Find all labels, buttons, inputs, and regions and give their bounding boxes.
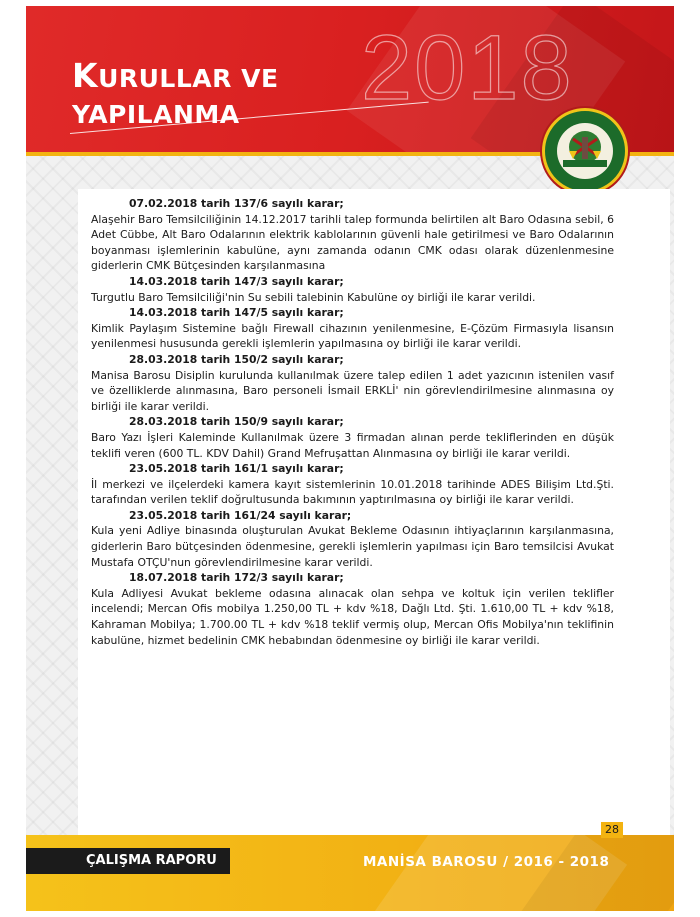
title-line1: URULLAR VE <box>98 64 279 93</box>
decision-text: Kimlik Paylaşım Sistemine bağlı Firewall cihazının yenilenmesine, E-Çözüm Firmasıyla lisansın yenilenmesi hususunda gerekli işlemlerin yapılmasına oy birliği ile karar verildi. <box>91 321 614 351</box>
decision-heading: 18.07.2018 tarih 172/3 sayılı karar; <box>129 571 344 585</box>
decision-heading: 14.03.2018 tarih 147/5 sayılı karar; <box>129 306 344 320</box>
decision-heading: 28.03.2018 tarih 150/9 sayılı karar; <box>129 415 344 429</box>
decision-heading: 23.05.2018 tarih 161/24 sayılı karar; <box>129 508 352 522</box>
decision-entry <box>91 461 614 508</box>
report-label: ÇALIŞMA RAPORU <box>26 848 230 874</box>
decision-entry <box>91 508 614 570</box>
decision-entry <box>91 414 614 461</box>
title-initial: K <box>72 56 99 95</box>
decisions-list <box>91 196 614 648</box>
page-number: 28 <box>601 822 623 838</box>
decision-text: Baro Yazı İşleri Kaleminde Kullanılmak üzere 3 firmadan alınan perde tekliflerinden en düşük teklifi veren (600 TL. KDV Dahil) Grand Mefruşattan Alınmasına oy birliği ile karar verildi. <box>91 430 614 460</box>
title-line2: YAPILANMA <box>72 100 240 129</box>
decision-text: Alaşehir Baro Temsilciliğinin 14.12.2017 tarihli talep formunda belirtilen alt Baro Odasına sebil, 6 Adet Cübbe, Alt Baro Odalarının elektrik kablolarının güvenli hale getirilmesi ve Baro Odalarının boyanması işlemlerinin kabulüne, aynı zamanda odanın CMK odası olarak düzenlenmesine giderlerin CMK Bütçesinden karşılanmasına <box>91 212 615 273</box>
decision-heading: 14.03.2018 tarih 147/3 sayılı karar; <box>129 274 344 288</box>
decision-heading: 28.03.2018 tarih 150/2 sayılı karar; <box>129 352 344 366</box>
decision-text: Turgutlu Baro Temsilciliği'nin Su sebili talebinin Kabulüne oy birliği ile karar verildi. <box>91 290 536 304</box>
decision-entry <box>91 196 614 274</box>
decision-heading: 23.05.2018 tarih 161/1 sayılı karar; <box>129 462 344 476</box>
header-year: 2018 <box>361 17 574 119</box>
footer-org-title: MANİSA BAROSU / 2016 - 2018 <box>363 854 610 870</box>
decision-text: Manisa Barosu Disiplin kurulunda kullanılmak üzere talep edilen 1 adet yazıcının istenilen vasıf ve özelliklerde alınmasına, Baro personeli İsmail ERKLİ' nin görevlendirilmesine alınmasına oy birliği ile karar verildi. <box>91 368 614 413</box>
decision-heading: 07.02.2018 tarih 137/6 sayılı karar; <box>129 197 344 210</box>
decision-entry <box>91 352 614 414</box>
page-footer <box>26 835 674 911</box>
decision-text: İl merkezi ve ilçelerdeki kamera kayıt sistemlerinin 10.01.2018 tarihinde ADES Bilişim Ltd.Şti. tarafından verilen teklif doğrultusunda bakımının yaptırılmasına oy birliği ile karar verildi. <box>91 477 614 507</box>
decision-entry <box>91 570 614 648</box>
scales-of-justice-icon <box>545 111 625 191</box>
decision-text: Kula yeni Adliye binasında oluşturulan Avukat Bekleme Odasının ihtiyaçlarının karşılanmasına, giderlerin Baro bütçesinden ödenmesine, gerekli işlemlerin yapılması için Baro temsilcisi Avukat Mustafa OTÇU'nun görevlendirilmesine karar verildi. <box>91 524 614 569</box>
decision-entry <box>91 305 614 352</box>
decision-text: Kula Adliyesi Avukat bekleme odasına alınacak olan sehpa ve koltuk için verilen teklifler incelendi; Mercan Ofis mobilya 1.250,00 TL + kdv %18, Dağlı Ltd. Şti. 1.610,00 TL + kdv %18, Kahraman Mobilya; 1.700.00 TL + kdv %18 teklif vermiş olup, Mercan Ofis Mobilya'nın teklifinin kabulüne, hizmet bedelinin CMK hebabından ödenmesine oy birliği ile karar verildi. <box>91 586 614 647</box>
page-title <box>72 58 279 133</box>
bar-association-logo <box>542 108 628 194</box>
decision-entry <box>91 274 614 305</box>
